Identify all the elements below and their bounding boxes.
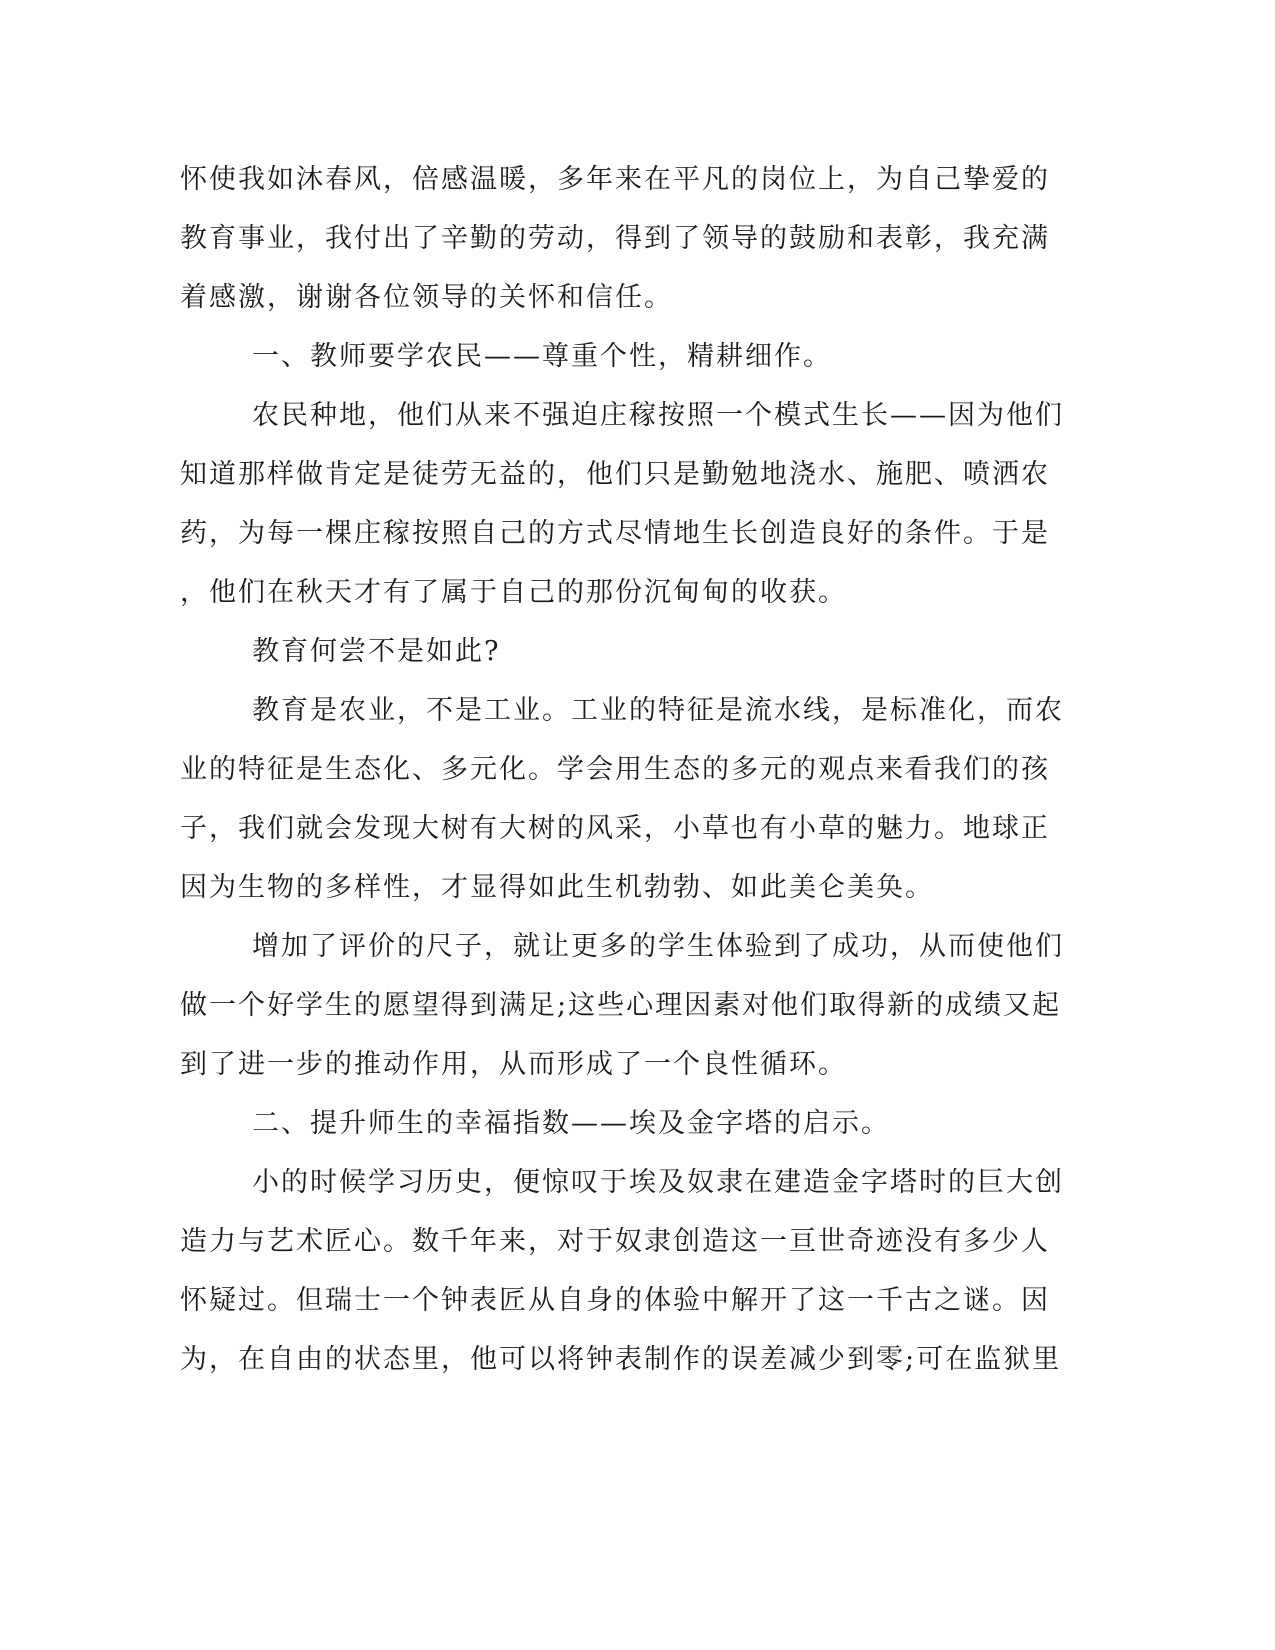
text-line: ，他们在秋天才有了属于自己的那份沉甸甸的收获。: [180, 577, 847, 608]
text-line: 怀疑过。但瑞士一个钟表匠从自身的体验中解开了这一千古之谜。因: [180, 1285, 1050, 1316]
text-line: 教育事业，我付出了辛勤的劳动，得到了领导的鼓励和表彰，我充满: [180, 223, 1050, 254]
text-line: 到了进一步的推动作用，从而形成了一个良性循环。: [180, 1049, 847, 1080]
text-line: 子，我们就会发现大树有大树的风采，小草也有小草的魅力。地球正: [180, 813, 1050, 844]
text-line: 知道那样做肯定是徒劳无益的，他们只是勤勉地浇水、施肥、喷洒农: [180, 459, 1050, 490]
section-heading: 一、教师要学农民——尊重个性，精耕细作。: [252, 341, 832, 372]
text-line: 小的时候学习历史，便惊叹于埃及奴隶在建造金字塔时的巨大创: [252, 1167, 1064, 1198]
text-line: 教育何尝不是如此?: [252, 636, 501, 667]
text-line: 着感激，谢谢各位领导的关怀和信任。: [180, 282, 673, 313]
section-heading: 二、提升师生的幸福指数——埃及金字塔的启示。: [252, 1108, 890, 1139]
text-line: 做一个好学生的愿望得到满足;这些心理因素对他们取得新的成绩又起: [180, 990, 1062, 1021]
text-line: 增加了评价的尺子，就让更多的学生体验到了成功，从而使他们: [252, 931, 1064, 962]
text-line: 农民种地，他们从来不强迫庄稼按照一个模式生长——因为他们: [252, 400, 1064, 431]
text-line: 业的特征是生态化、多元化。学会用生态的多元的观点来看我们的孩: [180, 754, 1050, 785]
text-line: 造力与艺术匠心。数千年来，对于奴隶创造这一亘世奇迹没有多少人: [180, 1226, 1050, 1257]
text-line: 教育是农业，不是工业。工业的特征是流水线，是标准化，而农: [252, 695, 1064, 726]
text-line: 因为生物的多样性，才显得如此生机勃勃、如此美仑美奂。: [180, 872, 934, 903]
text-line: 为，在自由的状态里，他可以将钟表制作的误差减少到零;可在监狱里: [180, 1344, 1062, 1375]
text-line: 药，为每一棵庄稼按照自己的方式尽情地生长创造良好的条件。于是: [180, 518, 1050, 549]
text-line: 怀使我如沐春风，倍感温暖，多年来在平凡的岗位上，为自己挚爱的: [180, 164, 1050, 195]
